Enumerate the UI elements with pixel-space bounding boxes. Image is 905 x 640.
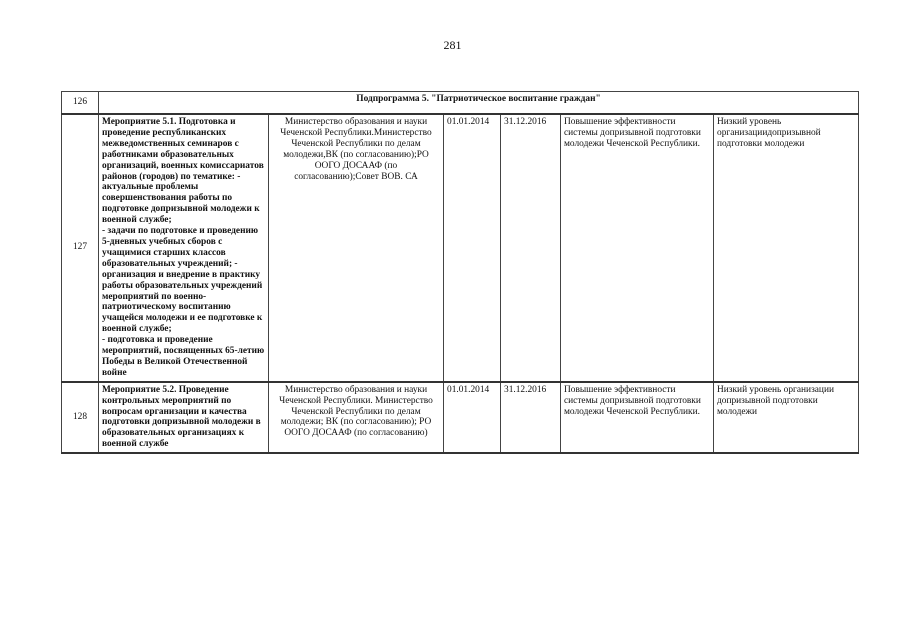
result-cell: Повышение эффективности системы допризывной подготовки молодежи Чеченской Республики. (561, 114, 714, 382)
executor-cell: Министерство образования и науки Чеченской Республики.Министерство Чеченской Республики по делам молодежи,ВК (по согласованию);РО ООГО ДОСААФ (по согласованию);Совет ВОВ. СА (269, 114, 444, 382)
table-row (62, 114, 859, 382)
end-date-cell: 31.12.2016 (501, 114, 561, 382)
program-table (61, 91, 859, 454)
risk-cell: Низкий уровень организациидопризывной подготовки молодежи (714, 114, 859, 382)
row-number: 126 (62, 92, 99, 115)
row-number: 127 (62, 114, 99, 382)
subprogram-row (62, 92, 859, 115)
activity-cell: Мероприятие 5.2. Проведение контрольных мероприятий по вопросам организации и качества подготовки допризывной молодежи в образовательных организациях к военной службе (99, 382, 269, 453)
subprogram-title: Подпрограмма 5. "Патриотическое воспитание граждан" (99, 92, 859, 115)
start-date-cell: 01.01.2014 (444, 114, 501, 382)
start-date-cell: 01.01.2014 (444, 382, 501, 453)
end-date-cell: 31.12.2016 (501, 382, 561, 453)
result-cell: Повышение эффективности системы допризывной подготовки молодежи Чеченской Республики. (561, 382, 714, 453)
activity-cell: Мероприятие 5.1. Подготовка и проведение республиканских межведомственных семинаров с работниками образовательных организаций, военных комиссариатов районов (городов) по тематике: - актуальные проблемы совершенствования работы по подготовке допризывной молодежи к военной службе; - задачи по подготовке и проведению 5-дневных учебных сборов с учащимися старших классов образовательных учреждений; - организация и внедрение в практику работы образовательных учреждений мероприятий по военно-патриотическому воспитанию учащейся молодежи и ее подготовке к военной службе; - подготовка и проведение мероприятий, посвященных 65-летию Победы в Великой Отечественной войне (99, 114, 269, 382)
table-row (62, 382, 859, 453)
row-number: 128 (62, 382, 99, 453)
page-number: 281 (443, 38, 462, 52)
executor-cell: Министерство образования и науки Чеченской Республики. Министерство Чеченской Республики по делам молодежи; ВК (по согласованию); РО ООГО ДОСААФ (по согласованию) (269, 382, 444, 453)
risk-cell: Низкий уровень организации допризывной подготовки молодежи (714, 382, 859, 453)
